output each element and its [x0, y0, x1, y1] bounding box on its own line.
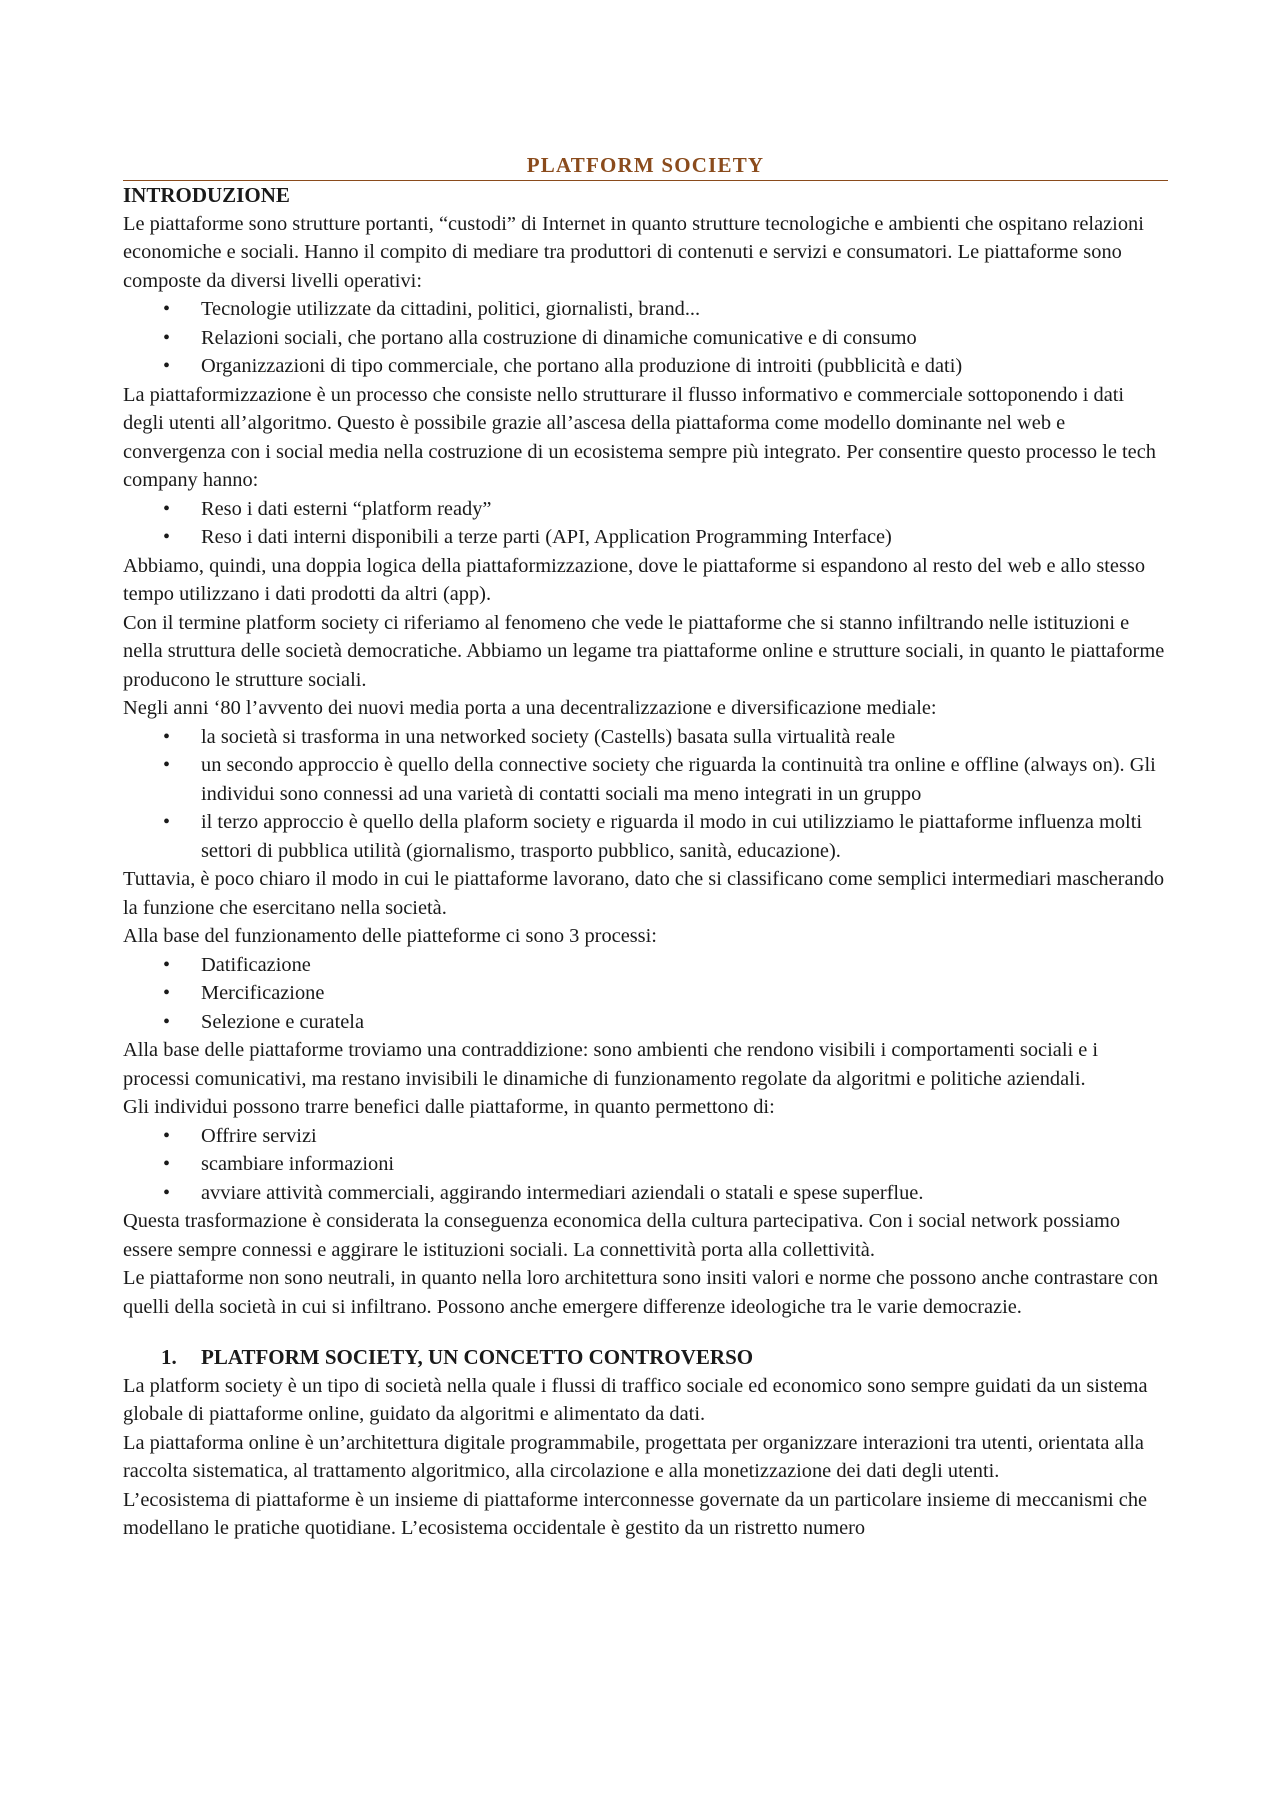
- paragraph: L’ecosistema di piattaforme è un insieme di piattaforme interconnesse governate da un particolare insieme di meccanismi che modellano le pratiche quotidiane. L’ecosistema occidentale è gestito da un ristretto numero: [123, 1488, 1148, 1539]
- intro-heading: INTRODUZIONE: [123, 183, 290, 207]
- section-spacer: [123, 1321, 1168, 1343]
- paragraph: Le piattaforme non sono neutrali, in quanto nella loro architettura sono insiti valori e norme che possono anche contrastare con quelli della società in cui si infiltrano. Possono anche emergere differenze ideologiche tra le varie democrazie.: [123, 1267, 1159, 1318]
- paragraph: Alla base delle piattaforme troviamo una contraddizione: sono ambienti che rendono visibili i comportamenti sociali e i processi comunicativi, ma restano invisibili le dinamiche di funzionamento regolate da algoritmi e politiche aziendali.: [123, 1039, 1099, 1090]
- paragraph: La platform society è un tipo di società nella quale i flussi di traffico sociale ed economico sono sempre guidati da un sistema globale di piattaforme online, guidato da algoritmi e alimentato da dati.: [123, 1374, 1148, 1425]
- list-item: • Offrire servizi: [201, 1122, 1168, 1151]
- list-item: • Tecnologie utilizzate da cittadini, politici, giornalisti, brand...: [201, 295, 1168, 324]
- list-item: • il terzo approccio è quello della plaform society e riguarda il modo in cui utilizziamo le piattaforme influenza molti settori di pubblica utilità (giornalismo, trasporto pubblico, sanità, educazione).: [201, 808, 1168, 865]
- list-item: • la società si trasforma in una networked society (Castells) basata sulla virtualità reale: [201, 723, 1168, 752]
- paragraph: Con il termine platform society ci riferiamo al fenomeno che vede le piattaforme che si stanno infiltrando nelle istituzioni e nella struttura delle società democratiche. Abbiamo un legame tra piattaforme online e strutture sociali, in quanto le piattaforme producono le strutture sociali.: [123, 611, 1165, 691]
- section-number: 1.: [161, 1345, 177, 1369]
- paragraph: Tuttavia, è poco chiaro il modo in cui le piattaforme lavorano, dato che si classificano come semplici intermediari mascherando la funzione che esercitano nella società.: [123, 868, 1165, 919]
- section-title: PLATFORM SOCIETY, UN CONCETTO CONTROVERSO: [201, 1345, 754, 1369]
- list-item: • Mercificazione: [201, 979, 1168, 1008]
- paragraph: Questa trasformazione è considerata la conseguenza economica della cultura partecipativa. Con i social network possiamo essere sempre connessi e aggirare le istituzioni sociali. La connettività porta alla collettività.: [123, 1210, 1121, 1261]
- document-title: PLATFORM SOCIETY: [123, 150, 1168, 181]
- list-item: • Organizzazioni di tipo commerciale, che portano alla produzione di introiti (pubblicità e dati): [201, 352, 1168, 381]
- list-item: • Datificazione: [201, 951, 1168, 980]
- list-item: • Relazioni sociali, che portano alla costruzione di dinamiche comunicative e di consumo: [201, 324, 1168, 353]
- paragraph: La piattaforma online è un’architettura digitale programmabile, progettata per organizzare interazioni tra utenti, orientata alla raccolta sistematica, al trattamento algoritmico, alla circolazione e alla monetizzazione dei dati degli utenti.: [123, 1431, 1144, 1482]
- paragraph: Negli anni ‘80 l’avvento dei nuovi media porta a una decentralizzazione e diversificazione mediale:: [123, 697, 937, 719]
- paragraph: Le piattaforme sono strutture portanti, “custodi” di Internet in quanto strutture tecnologiche e ambienti che ospitano relazioni economiche e sociali. Hanno il compito di mediare tra produttori di contenuti e servizi e consumatori. Le piattaforme sono composte da diversi livelli operativi:: [123, 212, 1144, 292]
- bullet-list: [123, 951, 1168, 1037]
- list-item: • Reso i dati esterni “platform ready”: [201, 495, 1168, 524]
- list-item: • un secondo approccio è quello della connective society che riguarda la continuità tra online e offline (always on). Gli individui sono connessi ad una varietà di contatti sociali ma meno integrati in un gruppo: [201, 751, 1168, 808]
- bullet-list: [123, 723, 1168, 866]
- list-item: • Selezione e curatela: [201, 1008, 1168, 1037]
- paragraph: La piattaformizzazione è un processo che consiste nello strutturare il flusso informativo e commerciale sottoponendo i dati degli utenti all’algoritmo. Questo è possibile grazie all’ascesa della piattaforma come modello dominante nel web e convergenza con i social media nella costruzione di un ecosistema sempre più integrato. Per consentire questo processo le tech company hanno:: [123, 383, 1156, 491]
- bullet-list: [123, 1122, 1168, 1208]
- list-item: • avviare attività commerciali, aggirando intermediari aziendali o statali e spese superflue.: [201, 1179, 1168, 1208]
- list-item: • Reso i dati interni disponibili a terze parti (API, Application Programming Interface): [201, 523, 1168, 552]
- section-heading: [123, 1343, 1168, 1372]
- bullet-list: [123, 495, 1168, 552]
- document-page: [123, 150, 1168, 1543]
- bullet-list: [123, 295, 1168, 381]
- paragraph: Abbiamo, quindi, una doppia logica della piattaformizzazione, dove le piattaforme si espandono al resto del web e allo stesso tempo utilizzano i dati prodotti da altri (app).: [123, 554, 1146, 605]
- paragraph: Gli individui possono trarre benefici dalle piattaforme, in quanto permettono di:: [123, 1096, 775, 1118]
- list-item: • scambiare informazioni: [201, 1150, 1168, 1179]
- paragraph: Alla base del funzionamento delle piatteforme ci sono 3 processi:: [123, 925, 657, 947]
